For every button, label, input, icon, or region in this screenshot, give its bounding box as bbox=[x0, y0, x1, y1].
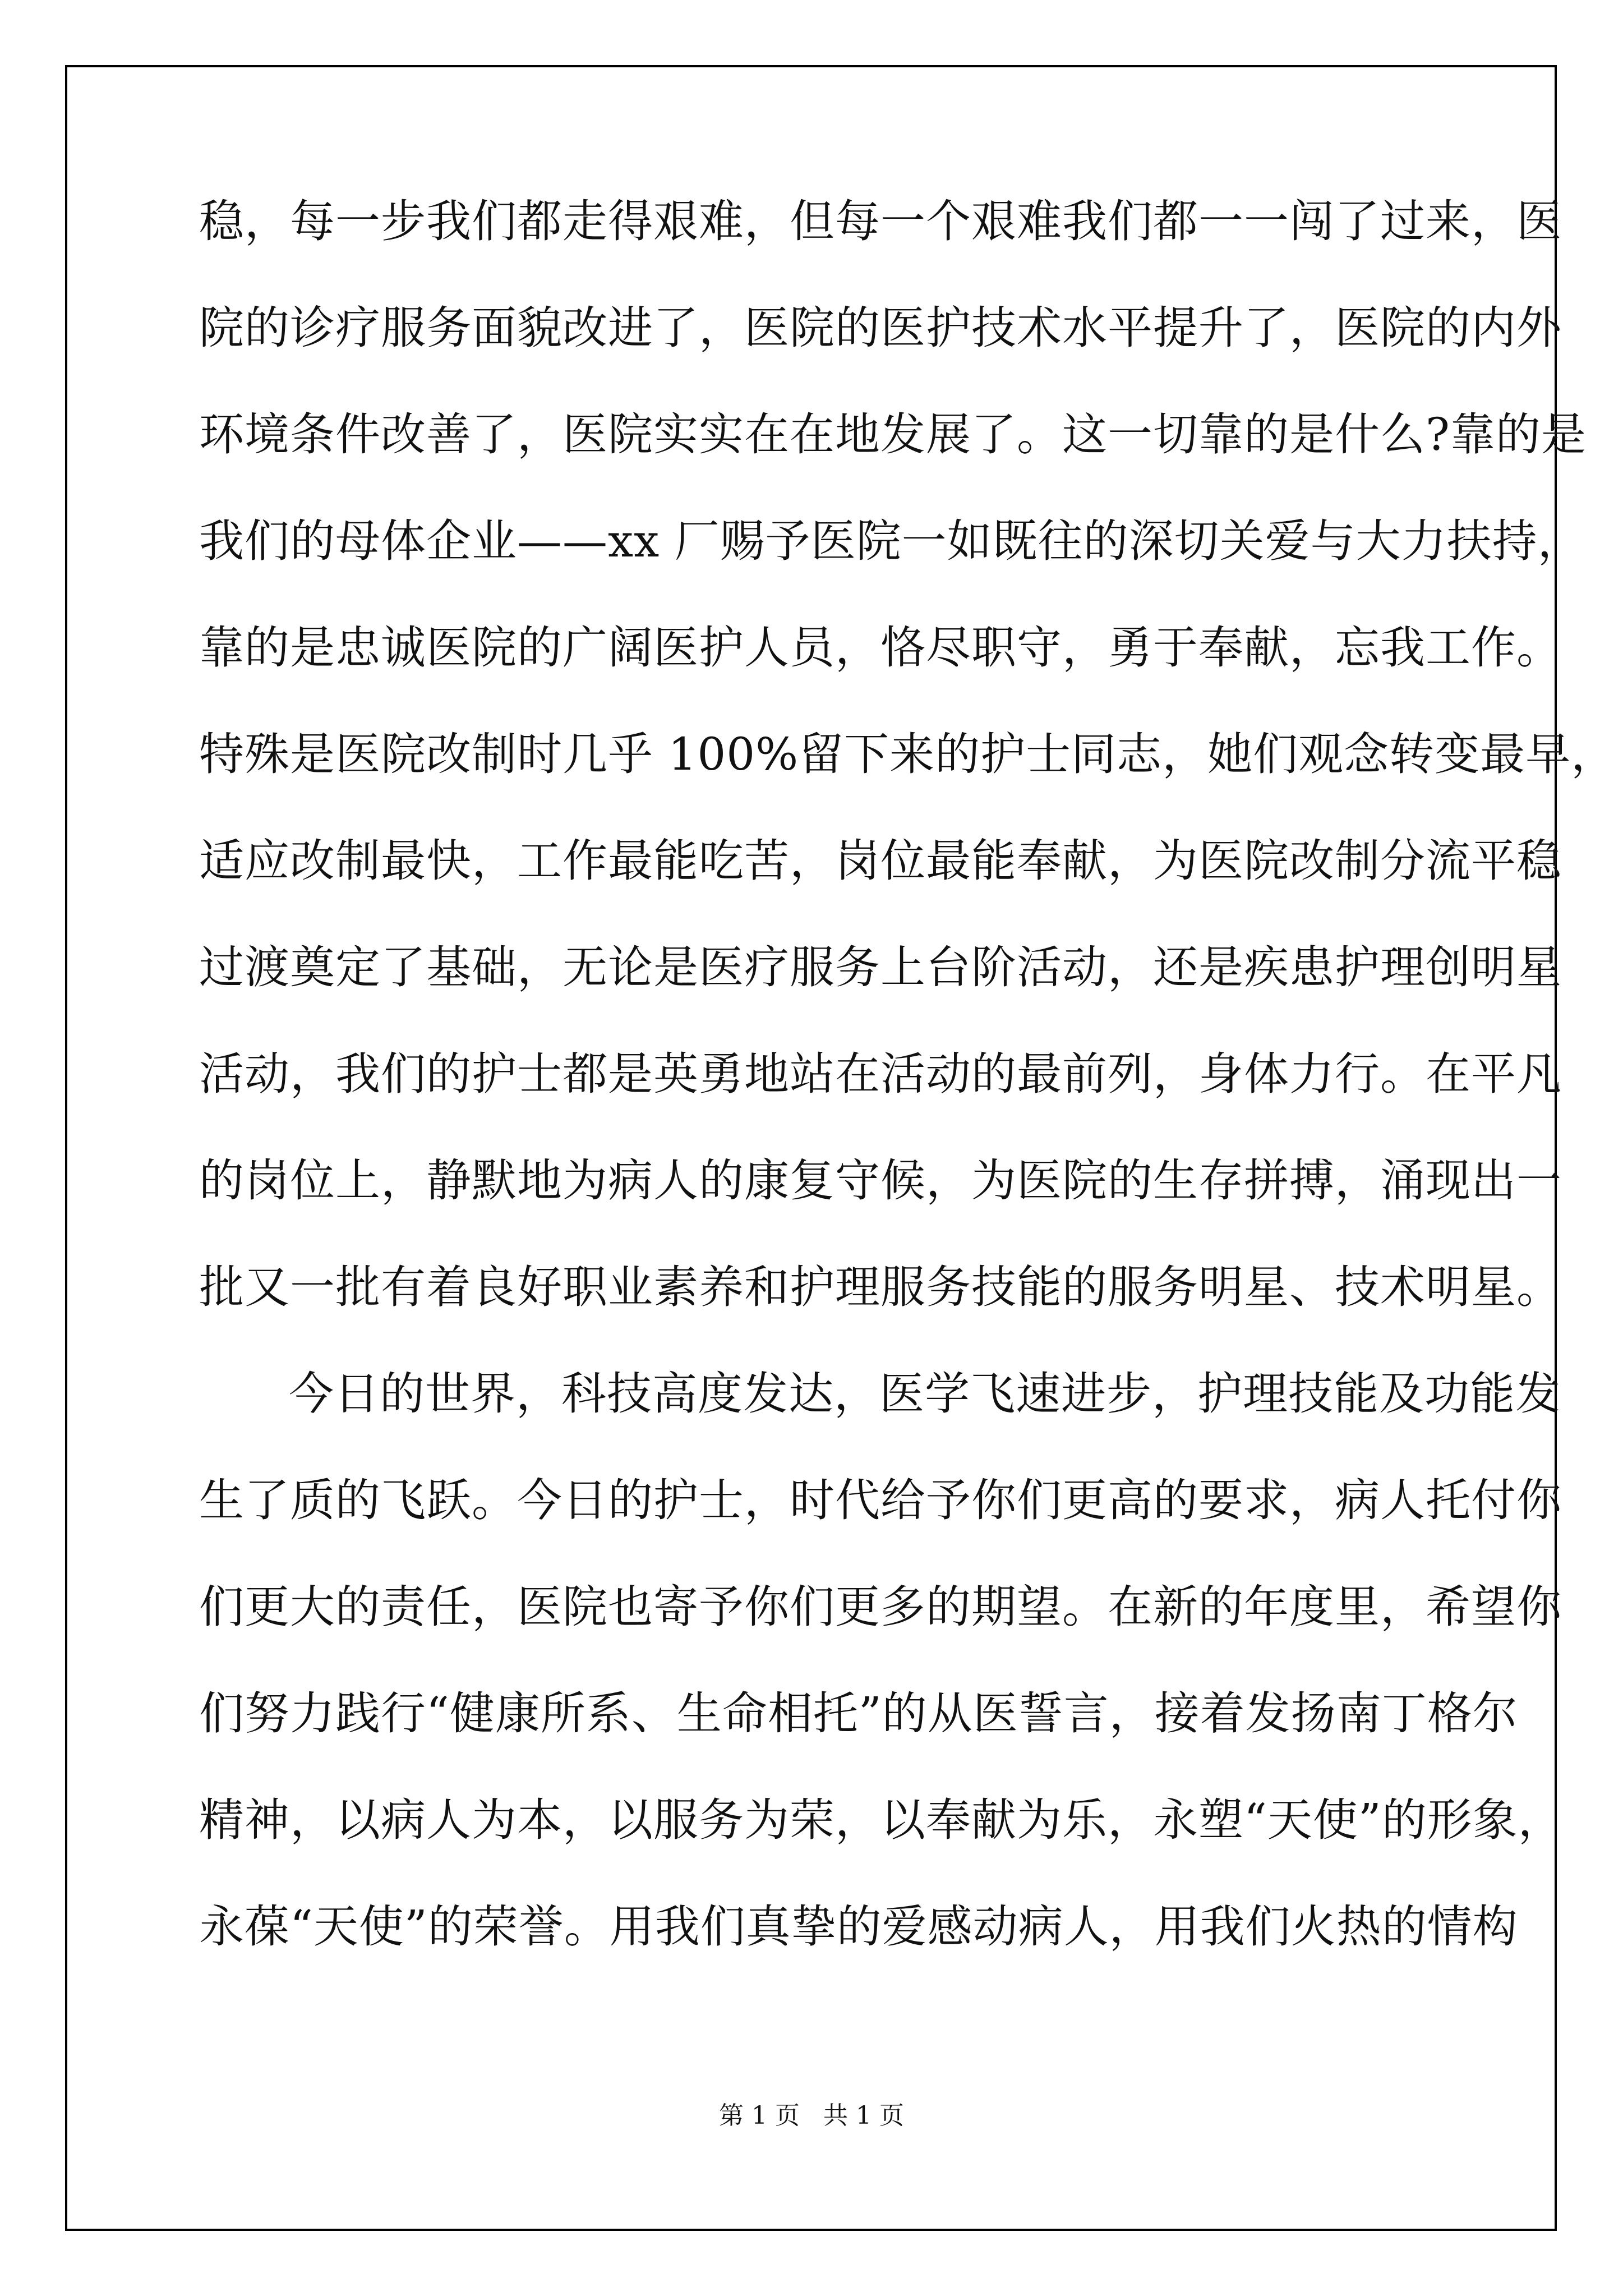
text-line-7: 适应改制最快，工作最能吃苦，岗位最能奉献，为医院改制分流平稳 bbox=[199, 835, 1562, 887]
text-line-1: 稳，每一步我们都走得艰难，但每一个艰难我们都一一闯了过来，医 bbox=[199, 195, 1562, 247]
text-line-6: 特殊是医院改制时几乎 100%留下来的护士同志，她们观念转变最早， bbox=[199, 728, 1617, 780]
text-line-15: 们努力践行“健康所系、生命相托”的从医誓言，接着发扬南丁格尔 bbox=[199, 1687, 1518, 1740]
text-line-14: 们更大的责任，医院也寄予你们更多的期望。在新的年度里，希望你 bbox=[199, 1581, 1562, 1633]
page-footer: 第 1 页 共 1 页 bbox=[719, 2101, 904, 2130]
text-line-5: 靠的是忠诚医院的广阔医护人员，恪尽职守，勇于奉献，忘我工作。 bbox=[199, 622, 1562, 674]
text-line-8: 过渡奠定了基础，无论是医疗服务上台阶活动，还是疾患护理创明星 bbox=[199, 941, 1562, 993]
text-line-9: 活动，我们的护士都是英勇地站在活动的最前列，身体力行。在平凡 bbox=[199, 1048, 1562, 1100]
document-body bbox=[199, 168, 1617, 1980]
text-line-3: 环境条件改善了，医院实实在在地发展了。这一切靠的是什么?靠的是 bbox=[199, 408, 1587, 461]
text-line-2: 院的诊疗服务面貌改进了，医院的医护技术水平提升了，医院的内外 bbox=[199, 302, 1562, 354]
text-line-16: 精神，以病人为本，以服务为荣，以奉献为乐，永塑“天使”的形象， bbox=[199, 1794, 1564, 1846]
text-line-11: 批又一批有着良好职业素养和护理服务技能的服务明星、技术明星。 bbox=[199, 1261, 1562, 1313]
text-line-4: 我们的母体企业——xx 厂赐予医院一如既往的深切关爱与大力扶持， bbox=[199, 515, 1583, 567]
text-line-13: 生了质的飞跃。今日的护士，时代给予你们更高的要求，病人托付你 bbox=[199, 1474, 1562, 1526]
text-line-17: 永葆“天使”的荣誉。用我们真挚的爱感动病人，用我们火热的情构 bbox=[199, 1901, 1518, 1953]
paragraph-start-line-12: 今日的世界，科技高度发达，医学飞速进步，护理技能及功能发 bbox=[289, 1368, 1561, 1420]
text-line-10: 的岗位上，静默地为病人的康复守候，为医院的生存拼搏，涌现出一 bbox=[199, 1154, 1562, 1207]
